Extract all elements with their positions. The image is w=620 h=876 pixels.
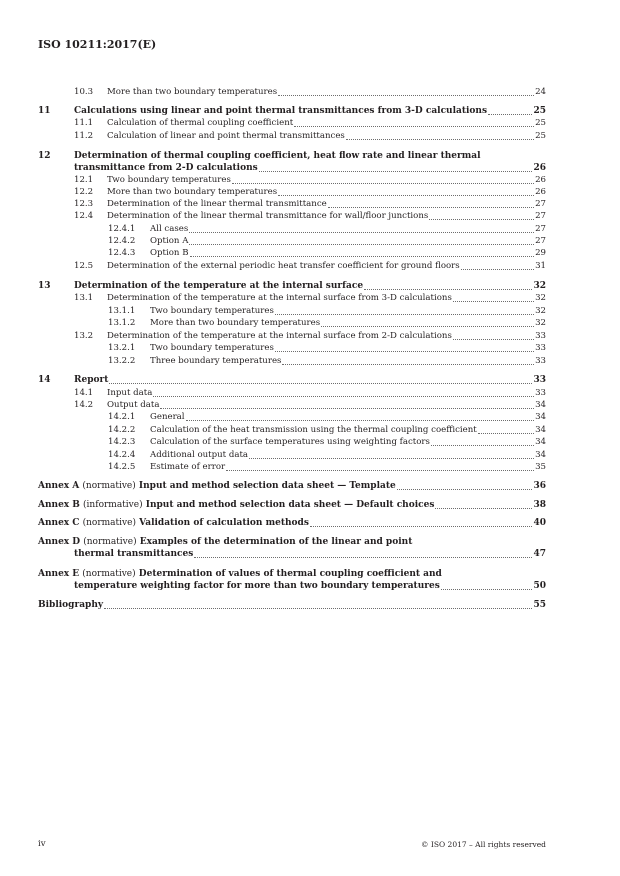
toc-number: 13.1 xyxy=(74,293,94,303)
toc-page: 27 xyxy=(535,224,546,234)
toc-title: Two boundary temperatures xyxy=(150,343,274,353)
toc-page: 32 xyxy=(533,281,546,291)
toc-entry-12-2[interactable] xyxy=(38,187,546,198)
toc-entry-12-4-3[interactable] xyxy=(38,248,546,259)
leader-dots xyxy=(478,433,534,434)
toc-page: 55 xyxy=(533,600,546,610)
leader-dots xyxy=(441,589,533,590)
toc-title: More than two boundary temperatures xyxy=(107,187,278,197)
leader-dots xyxy=(321,326,534,327)
toc-title: Determination of the linear thermal transmittance for wall/floor junctions xyxy=(107,211,429,221)
toc-page: 26 xyxy=(533,163,546,173)
toc-title: Option A xyxy=(150,236,189,246)
toc-title: Calculation of the surface temperatures using weighting factors xyxy=(150,437,430,447)
leader-dots xyxy=(275,314,534,315)
toc-page: 33 xyxy=(535,343,546,353)
toc-entry-annex-e-first-line xyxy=(38,569,442,579)
toc-number: 12.4.3 xyxy=(108,248,136,258)
leader-dots xyxy=(189,232,534,233)
toc-title: Validation of calculation methods xyxy=(139,518,309,528)
toc-page: 34 xyxy=(535,412,546,422)
leader-dots xyxy=(226,470,534,471)
toc-entry-12-4-1[interactable] xyxy=(38,224,546,235)
toc-title: All cases xyxy=(150,224,189,234)
toc-entry-14-2-2[interactable] xyxy=(38,425,546,436)
toc-entry-13[interactable] xyxy=(38,281,546,292)
leader-dots xyxy=(249,458,534,459)
toc-number: 12.5 xyxy=(74,261,94,271)
toc-page: 40 xyxy=(533,518,546,528)
toc-title: Additional output data xyxy=(150,450,249,460)
toc-entry-annex-a[interactable] xyxy=(38,481,546,492)
toc-number: 13.1.2 xyxy=(108,318,136,328)
leader-dots xyxy=(453,301,534,302)
toc-number: 12 xyxy=(38,151,51,161)
toc-title: transmittance from 2-D calculations xyxy=(74,163,258,173)
leader-dots xyxy=(278,95,534,96)
toc-number: 13.2 xyxy=(74,331,94,341)
toc-page: 25 xyxy=(535,131,546,141)
toc-entry-10-3[interactable] xyxy=(38,87,546,98)
leader-dots xyxy=(435,508,532,509)
leader-dots xyxy=(189,244,534,245)
toc-entry-14-2-1[interactable] xyxy=(38,412,546,423)
toc-page: 34 xyxy=(535,437,546,447)
leader-dots xyxy=(160,408,534,409)
toc-number: 13.2.2 xyxy=(108,356,136,366)
toc-title: Determination of the linear thermal transmittance xyxy=(107,199,327,209)
toc-number: 10.3 xyxy=(74,87,94,97)
toc-title: More than two boundary temperatures xyxy=(107,87,278,97)
leader-dots xyxy=(275,351,534,352)
leader-dots xyxy=(397,489,533,490)
toc-page: 27 xyxy=(535,199,546,209)
leader-dots xyxy=(488,114,532,115)
toc-entry-12-4[interactable] xyxy=(38,211,546,222)
toc-page: 47 xyxy=(533,549,546,559)
leader-dots xyxy=(109,383,532,384)
toc-number: 13 xyxy=(38,281,51,291)
annex-qualifier: (normative) xyxy=(82,518,136,528)
toc-title: Estimate of error xyxy=(150,462,226,472)
toc-number: 12.3 xyxy=(74,199,94,209)
toc-number: 14.2.2 xyxy=(108,425,136,435)
leader-dots xyxy=(328,207,534,208)
leader-dots xyxy=(194,557,532,558)
toc-number: 13.1.1 xyxy=(108,306,136,316)
toc-number: 11.2 xyxy=(74,131,94,141)
toc-entry-annex-c[interactable] xyxy=(38,518,546,529)
document-header: ISO 10211:2017(E) xyxy=(38,38,157,51)
leader-dots xyxy=(453,339,534,340)
toc-number: 11 xyxy=(38,106,51,116)
toc-entry-14-2-4[interactable] xyxy=(38,450,546,461)
toc-page: 26 xyxy=(535,187,546,197)
toc-number: 14.2.3 xyxy=(108,437,136,447)
toc-entry-13-2[interactable] xyxy=(38,331,546,342)
toc-title: Two boundary temperatures xyxy=(107,175,231,185)
annex-qualifier: (normative) xyxy=(82,569,136,579)
toc-page: 25 xyxy=(533,106,546,116)
toc-page: 34 xyxy=(535,450,546,460)
toc-number: 13.2.1 xyxy=(108,343,136,353)
toc-entry-14-2[interactable] xyxy=(38,400,546,411)
toc-number: 12.4.2 xyxy=(108,236,136,246)
toc-entry-annex-d-first-line xyxy=(38,537,412,547)
toc-entry-12-1[interactable] xyxy=(38,175,546,186)
toc-entry-bibliography[interactable] xyxy=(38,600,546,611)
toc-title: Bibliography xyxy=(38,600,104,610)
toc-page: 27 xyxy=(535,236,546,246)
toc-page: 38 xyxy=(533,500,546,510)
copyright-notice: © ISO 2017 – All rights reserved xyxy=(421,840,546,849)
leader-dots xyxy=(186,420,535,421)
toc-title: Input and method selection data sheet — Default choices xyxy=(145,500,435,510)
leader-dots xyxy=(190,256,535,257)
toc-number: 11.1 xyxy=(74,118,94,128)
annex-label: Annex E xyxy=(38,569,80,579)
toc-entry-14[interactable] xyxy=(38,375,546,386)
toc-entry-annex-e[interactable] xyxy=(38,581,546,592)
toc-title: temperature weighting factor for more than two boundary temperatures xyxy=(74,581,440,591)
toc-title: Calculation of linear and point thermal transmittances xyxy=(107,131,345,141)
annex-qualifier: (normative) xyxy=(83,537,137,547)
toc-title: Determination of the temperature at the internal surface from 2-D calculations xyxy=(107,331,452,341)
toc-entry-13-2-2[interactable] xyxy=(38,356,546,367)
toc-title: Two boundary temperatures xyxy=(150,306,274,316)
leader-dots xyxy=(104,608,532,609)
toc-title: Input data xyxy=(107,388,153,398)
toc-title: Output data xyxy=(107,400,160,410)
toc-title: Calculations using linear and point thermal transmittances from 3-D calculations xyxy=(74,106,488,116)
toc-title: thermal transmittances xyxy=(74,549,194,559)
toc-page: 33 xyxy=(535,356,546,366)
toc-page: 32 xyxy=(535,318,546,328)
leader-dots xyxy=(429,219,534,220)
toc-title-line1: Examples of the determination of the linear and point xyxy=(139,537,413,547)
toc-page: 36 xyxy=(533,481,546,491)
toc-title: Input and method selection data sheet — Template xyxy=(138,481,396,491)
toc-entry-13-2-1[interactable] xyxy=(38,343,546,354)
annex-qualifier: (normative) xyxy=(82,481,136,491)
toc-page: 32 xyxy=(535,306,546,316)
toc-entry-annex-b[interactable] xyxy=(38,500,546,511)
toc-title: Report xyxy=(74,375,109,385)
toc-entry-13-1-2[interactable] xyxy=(38,318,546,329)
toc-number: 14 xyxy=(38,375,51,385)
toc-page: 31 xyxy=(535,261,546,271)
toc-entry-12-3[interactable] xyxy=(38,199,546,210)
toc-page: 34 xyxy=(535,400,546,410)
toc-page: 33 xyxy=(535,388,546,398)
toc-entry-11[interactable] xyxy=(38,106,546,117)
toc-title: Determination of the external periodic heat transfer coefficient for ground floors xyxy=(107,261,460,271)
toc-number: 12.4 xyxy=(74,211,94,221)
toc-title: Calculation of thermal coupling coefficient xyxy=(107,118,294,128)
toc-entry-annex-d[interactable] xyxy=(38,549,546,560)
annex-qualifier: (informative) xyxy=(83,500,143,510)
toc-page: 24 xyxy=(535,87,546,97)
toc-page: 35 xyxy=(535,462,546,472)
leader-dots xyxy=(364,289,532,290)
leader-dots xyxy=(232,183,534,184)
toc-title-line1: Determination of thermal coupling coefficient, heat flow rate and linear thermal xyxy=(74,151,481,161)
toc-title-line1: Determination of values of thermal coupling coefficient and xyxy=(138,569,442,579)
toc-page: 27 xyxy=(535,211,546,221)
toc-entry-12-first-line xyxy=(38,151,481,161)
toc-entry-14-2-3[interactable] xyxy=(38,437,546,448)
toc-number: 12.4.1 xyxy=(108,224,136,234)
toc-entry-14-2-5[interactable] xyxy=(38,462,546,473)
toc-number: 12.1 xyxy=(74,175,94,185)
toc-entry-12-5[interactable] xyxy=(38,261,546,272)
toc-entry-13-1-1[interactable] xyxy=(38,306,546,317)
toc-title: General xyxy=(150,412,185,422)
toc-entry-14-1[interactable] xyxy=(38,388,546,399)
toc-title: Determination of the temperature at the internal surface xyxy=(74,281,364,291)
toc-title: Calculation of the heat transmission using the thermal coupling coefficient xyxy=(150,425,477,435)
page-number: iv xyxy=(38,839,46,849)
leader-dots xyxy=(153,396,534,397)
annex-label: Annex D xyxy=(38,537,81,547)
toc-page: 33 xyxy=(533,375,546,385)
toc-entry-13-1[interactable] xyxy=(38,293,546,304)
toc-title: Determination of the temperature at the internal surface from 3-D calculations xyxy=(107,293,452,303)
toc-entry-11-1[interactable] xyxy=(38,118,546,129)
toc-number: 12.2 xyxy=(74,187,94,197)
toc-title: Three boundary temperatures xyxy=(150,356,282,366)
annex-label: Annex A xyxy=(38,481,80,491)
leader-dots xyxy=(259,171,533,172)
toc-entry-12-4-2[interactable] xyxy=(38,236,546,247)
toc-page: 26 xyxy=(535,175,546,185)
annex-label: Annex B xyxy=(38,500,80,510)
leader-dots xyxy=(294,126,534,127)
toc-number: 14.2.1 xyxy=(108,412,136,422)
leader-dots xyxy=(310,526,533,527)
toc-number: 14.2.4 xyxy=(108,450,136,460)
toc-page: 25 xyxy=(535,118,546,128)
toc-page: 32 xyxy=(535,293,546,303)
leader-dots xyxy=(282,364,534,365)
annex-label: Annex C xyxy=(38,518,80,528)
toc-page: 29 xyxy=(535,248,546,258)
toc-title: More than two boundary temperatures xyxy=(150,318,321,328)
leader-dots xyxy=(346,139,534,140)
toc-page: 50 xyxy=(533,581,546,591)
toc-number: 14.2.5 xyxy=(108,462,136,472)
leader-dots xyxy=(431,445,534,446)
leader-dots xyxy=(278,195,534,196)
toc-entry-12[interactable] xyxy=(38,163,546,174)
toc-page: 33 xyxy=(535,331,546,341)
toc-number: 14.2 xyxy=(74,400,94,410)
toc-number: 14.1 xyxy=(74,388,94,398)
toc-page: 34 xyxy=(535,425,546,435)
leader-dots xyxy=(461,269,534,270)
toc-title: Option B xyxy=(150,248,189,258)
toc-entry-11-2[interactable] xyxy=(38,131,546,142)
